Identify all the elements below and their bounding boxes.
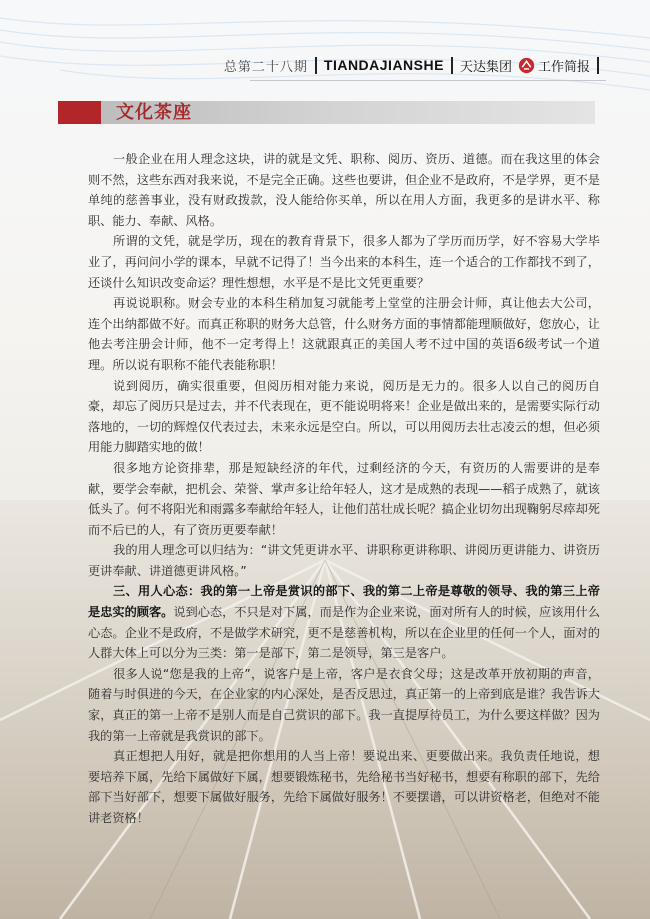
section-title-bar	[58, 101, 595, 124]
group-name: 天达集团	[459, 59, 512, 75]
paragraph: 很多人说“您是我的上帝”，说客户是上帝，客户是衣食父母；这是改革开放初期的声音，随着与时俱进的今天，在企业家的内心深处，是否反思过，真正第一的上帝到底是谁？我告诉大家，真正的第一上帝不是别人而是自己赏识的部下。我一直提厚待员工，为什么要这样做？因为我的第一上帝就是我赏识的部下。	[88, 666, 600, 743]
page-header	[224, 54, 606, 76]
paragraph: 所谓的文凭，就是学历，现在的教育背景下，很多人都为了学历而历学，好不容易大学毕业了，再问问小学的课本，早就不记得了！当今出来的本科生，连一个适合的工作都找不到了，还谈什么知识改变命运？理性想想，水平是不是比文凭更重要？	[88, 234, 600, 290]
paragraph: 说到阅历，确实很重要，但阅历相对能力来说，阅历是无力的。很多人以自己的阅历自豪，却忘了阅历只是过去，并不代表现在，更不能说明将来！企业是做出来的，是需要实际行动落地的，一切的辉煌仅代表过去，未来永远是空白。所以，可以用阅历去壮志凌云的想，但必须用能力脚踏实地的做！	[88, 378, 600, 455]
paragraph: 一般企业在用人理念这块，讲的就是文凭、职称、阅历、资历、道德。而在我这里的体会则不然，这些东西对我来说，不是完全正确。这些也要讲，但企业不是政府，不是学界，更不是单纯的慈善事业，没有财政拨款，没人能给你买单，所以在用人方面，我更多的是讲水平、称职、能力、奉献、风格。	[88, 152, 600, 228]
header-divider	[315, 57, 317, 74]
issue-number: 总第二十八期	[223, 59, 308, 75]
header-divider	[451, 57, 453, 74]
publication-name: TIANDAJIANSHE	[323, 57, 444, 73]
tianda-logo-icon	[518, 57, 535, 74]
brief-title: 工作简报	[537, 59, 590, 75]
paragraph: 再说说职称。财会专业的本科生稍加复习就能考上堂堂的注册会计师，真让他去大公司，连个出纳都做不好。而真正称职的财务大总管，什么财务方面的事情都能理顺做好，您放心，让他去考注册会计师，他不一定考得上！这就跟真正的美国人考不过中国的英语6级考试一个道理。所以说有职称不能代表能称职！	[88, 296, 600, 372]
paragraph: 我的用人理念可以归结为：“讲文凭更讲水平、讲职称更讲称职、讲阅历更讲能力、讲资历更讲奉献、讲道德更讲风格。”	[88, 543, 600, 578]
article-body	[88, 149, 600, 829]
section-three-heading: 三、用人心态：我的第一上帝是赏识的部下、我的第二上帝是尊敬的领导、我的第三上帝是忠实的顾客。	[88, 584, 600, 620]
paragraph: 真正想把人用好，就是把你想用的人当上帝！要说出来、更要做出来。我负责任地说，想要培养下属，先给下属做好下属，想要锻炼秘书，先给秘书当好秘书，想要有称职的部下，先给部下当好部下，想要下属做好服务，先给下属做好服务！不要摆谱，可以讲资格老，但绝对不能讲老资格！	[88, 749, 600, 825]
header-divider	[597, 57, 599, 74]
paragraph: 很多地方论资排辈，那是短缺经济的年代，过剩经济的今天，有资历的人需要讲的是奉献，要学会奉献，把机会、荣誉、掌声多让给年轻人，这才是成熟的表现——稻子成熟了，就该低头了。何不将阳光和雨露多奉献给年轻人，让他们茁壮成长呢？搞企业切勿出现鞠躬尽瘁却死而不后已的人，有了资历更要奉献！	[88, 460, 600, 537]
section-three-text: 说到心态，不只是对下属，而是作为企业来说，面对所有人的时候，应该用什么心态。企业不是政府，不是做学术研究，更不是慈善机构，所以在企业里的任何一个人，面对的人群大体上可以分为三类：第一是部下，第二是领导，第三是客户。	[88, 605, 601, 661]
section-title: 文化茶座	[116, 102, 192, 123]
header-rule	[250, 80, 606, 81]
section-three-paragraph	[88, 581, 600, 663]
section-accent-block	[58, 101, 101, 124]
